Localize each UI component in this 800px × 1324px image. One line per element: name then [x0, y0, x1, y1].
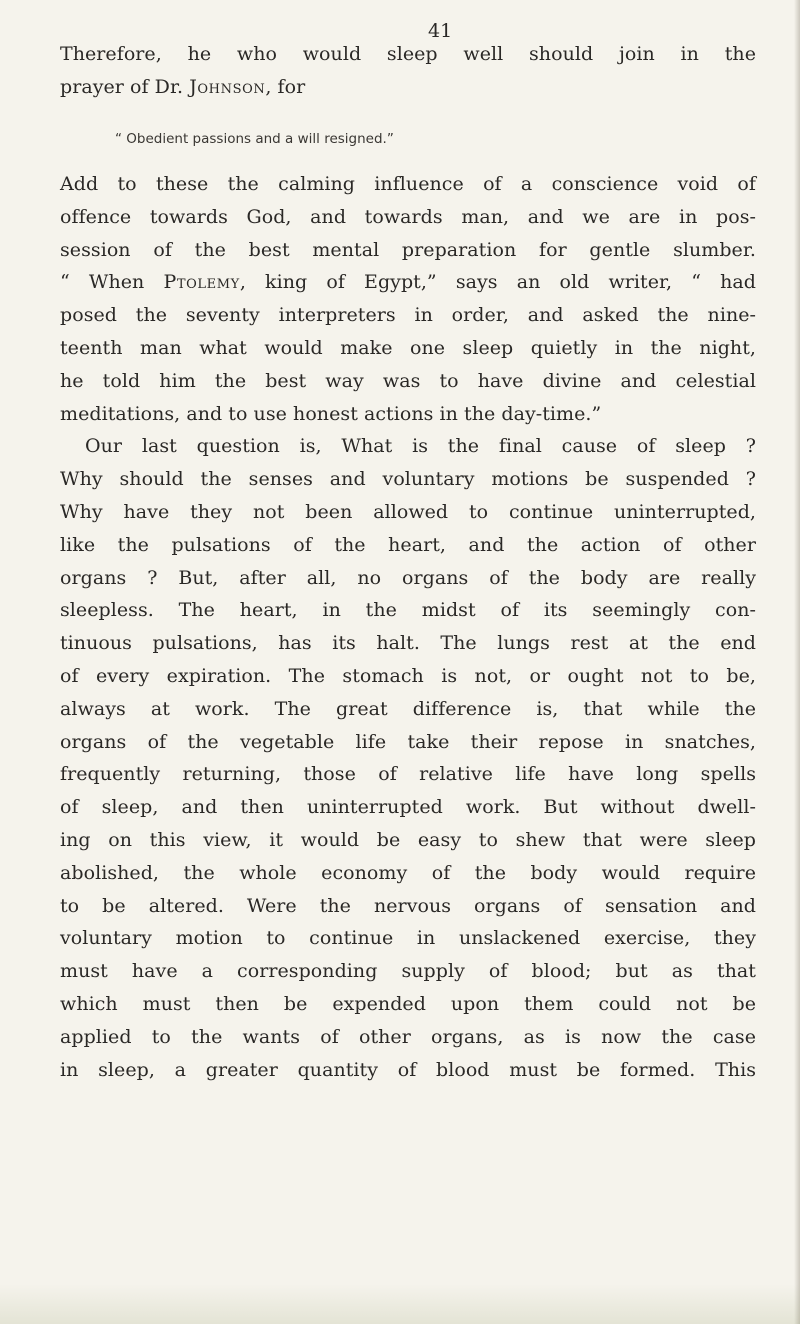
text-line: posed the seventy interpreters in order, and asked the nine-: [60, 304, 756, 327]
text-line: organs of the vegetable life take their repose in snatches,: [60, 730, 756, 753]
text-line: organs ? But, after all, no organs of the body are really: [60, 566, 756, 589]
text-line: abolished, the whole economy of the body would require: [60, 861, 756, 884]
text-line: Why should the senses and voluntary motions be suspended ?: [60, 468, 756, 491]
text-line: Our last question is, What is the final cause of sleep ?: [85, 435, 756, 458]
text-line: session of the best mental preparation for gentle slumber.: [60, 238, 756, 261]
person-name: Johnson: [189, 75, 266, 98]
text-line: meditations, and to use honest actions in the day-time.”: [60, 402, 602, 425]
text-line: ing on this view, it would be easy to shew that were sleep: [60, 828, 756, 851]
page-edge-shadow: [794, 0, 800, 1324]
text-line: he told him the best way was to have divine and celestial: [60, 369, 756, 392]
person-name: Ptolemy: [163, 271, 240, 294]
text-line: teenth man what would make one sleep quietly in the night,: [60, 336, 756, 359]
text-line: in sleep, a greater quantity of blood must be formed. This: [60, 1058, 756, 1081]
text-line: Why have they not been allowed to continue uninterrupted,: [60, 500, 756, 523]
text-line: [60, 71, 756, 104]
text-fragment: , for: [265, 75, 306, 98]
text-line: to be altered. Were the nervous organs of sensation and: [60, 894, 756, 917]
text-line: of sleep, and then uninterrupted work. But without dwell-: [60, 796, 756, 819]
text-line: like the pulsations of the heart, and the action of other: [60, 533, 756, 556]
quotation: “ Obedient passions and a will resigned.”: [115, 131, 394, 147]
main-text: [60, 168, 756, 1086]
intro-paragraph: [60, 38, 756, 104]
text-fragment: “ When: [60, 271, 164, 294]
page-number: 41: [428, 20, 453, 42]
text-line: offence towards God, and towards man, and we are in pos-: [60, 205, 756, 228]
text-line: of every expiration. The stomach is not, or ought not to be,: [60, 664, 756, 687]
text-line: must have a corresponding supply of blood; but as that: [60, 960, 756, 983]
text-fragment: prayer of Dr.: [60, 75, 190, 98]
page-bottom-stain: [0, 1284, 800, 1324]
text-line: applied to the wants of other organs, as is now the case: [60, 1025, 756, 1048]
text-line: sleepless. The heart, in the midst of its seemingly con-: [60, 599, 756, 622]
text-line: always at work. The great difference is, that while the: [60, 697, 756, 720]
text-line: which must then be expended upon them could not be: [60, 992, 756, 1015]
text-line: Therefore, he who would sleep well should join in the: [60, 43, 756, 65]
text-line: voluntary motion to continue in unslackened exercise, they: [60, 927, 756, 950]
text-fragment: , king of Egypt,” says an old writer, “ had: [239, 271, 757, 294]
text-line: frequently returning, those of relative life have long spells: [60, 763, 756, 786]
text-line: Add to these the calming influence of a conscience void of: [60, 173, 756, 195]
text-line: tinuous pulsations, has its halt. The lungs rest at the end: [60, 632, 756, 655]
text-line: [60, 266, 756, 299]
